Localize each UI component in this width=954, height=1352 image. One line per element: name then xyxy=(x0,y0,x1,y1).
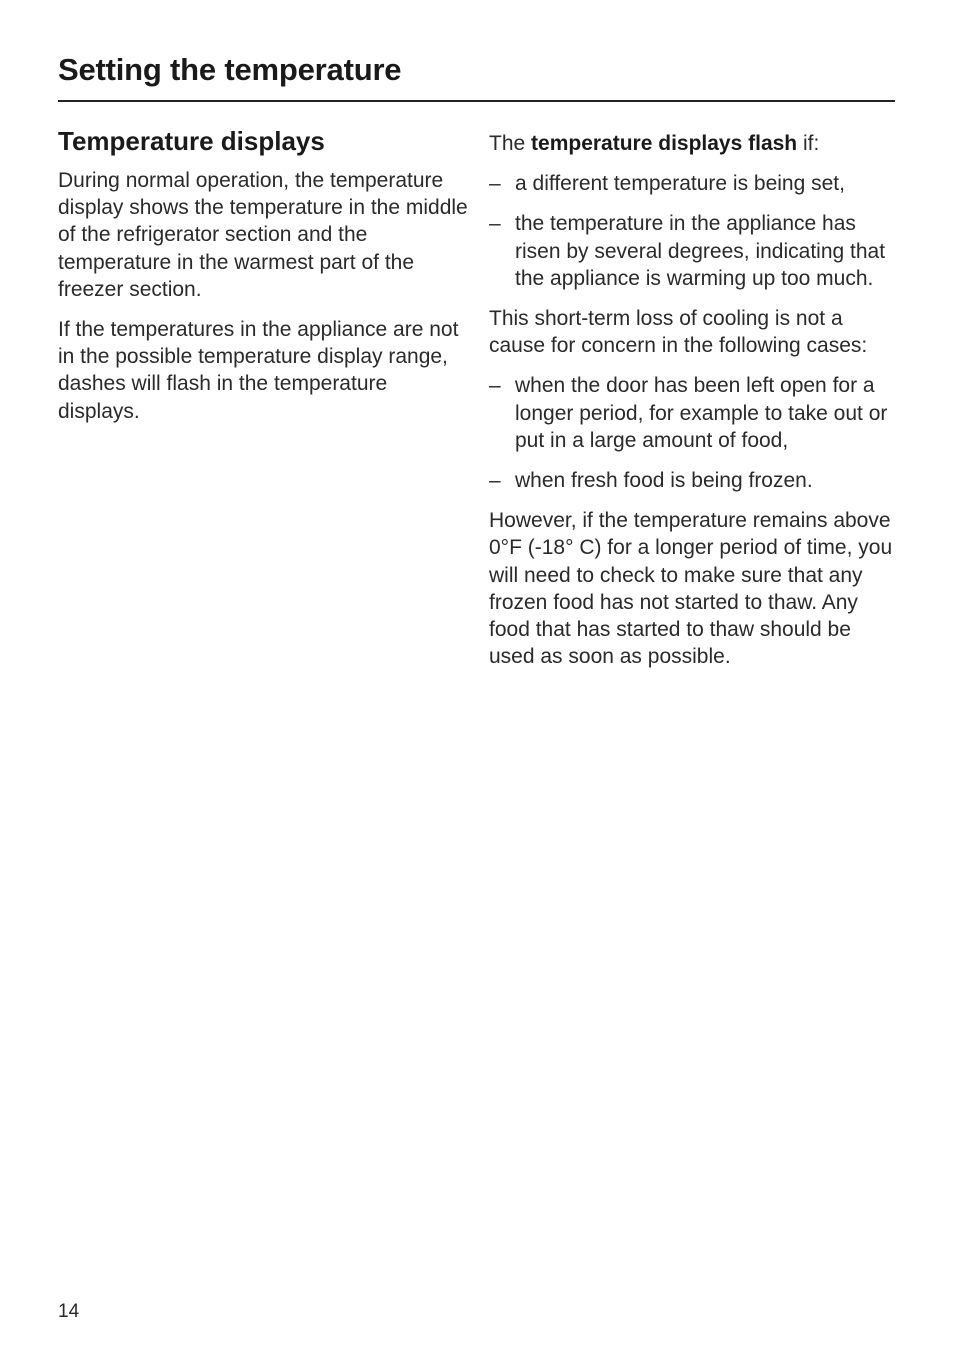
paragraph-cooling-loss: This short-term loss of cooling is not a cause for concern in the following cases: xyxy=(489,307,868,358)
paragraph-normal-operation: During normal operation, the temperature display shows the temperature in the middle of the refrigerator section and the temperature in the warmest part of the freezer section. xyxy=(58,169,468,301)
list-item-text: when the door has been left open for a longer period, for example to take out or put in a large amount of food, xyxy=(515,374,888,452)
page-title: Setting the temperature xyxy=(58,52,402,87)
flash-conditions-list xyxy=(489,170,899,292)
no-concern-cases-list xyxy=(489,372,899,494)
page-number: 14 xyxy=(58,1301,80,1322)
flash-intro-bold: temperature displays flash xyxy=(531,132,798,155)
dash-bullet: – xyxy=(489,374,501,398)
list-item xyxy=(489,170,899,197)
flash-intro-suffix: if: xyxy=(797,132,820,155)
paragraph-dashes-flash: If the temperatures in the appliance are not in the possible temperature display range, dashes will flash in the temperature displays. xyxy=(58,318,459,423)
dash-bullet: – xyxy=(489,172,501,196)
list-item xyxy=(489,467,899,494)
title-divider xyxy=(58,100,895,102)
list-item-text: a different temperature is being set, xyxy=(515,172,845,196)
dash-bullet: – xyxy=(489,469,501,493)
section-heading: Temperature displays xyxy=(58,126,325,156)
list-item-text: the temperature in the appliance has risen by several degrees, indicating that the appliance is warming up too much. xyxy=(515,212,886,290)
dash-bullet: – xyxy=(489,212,501,236)
right-column xyxy=(489,125,899,683)
flash-intro xyxy=(489,130,899,157)
flash-intro-prefix: The xyxy=(489,132,532,155)
left-column xyxy=(58,125,468,438)
list-item xyxy=(489,372,899,454)
list-item-text: when fresh food is being frozen. xyxy=(515,469,813,493)
paragraph-thaw-warning: However, if the temperature remains above 0°F (-18° C) for a longer period of time, you will need to check to make sure that any frozen food has not started to thaw. Any food that has started to thaw should be used as soon as possible. xyxy=(489,509,893,669)
list-item xyxy=(489,210,899,292)
